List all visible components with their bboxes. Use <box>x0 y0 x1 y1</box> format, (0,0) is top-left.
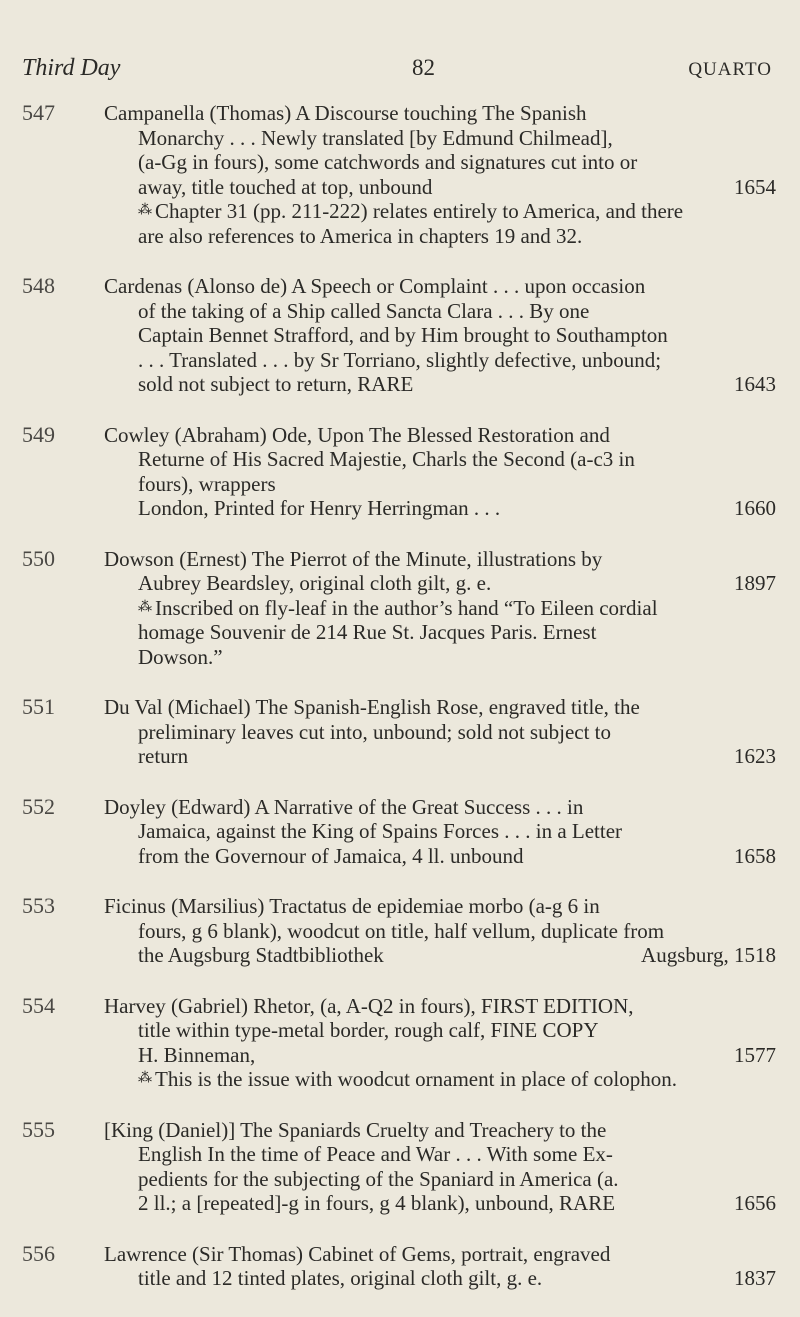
note-line <box>104 199 776 224</box>
description-text: fours, g 6 blank), woodcut on title, half vellum, duplicate from <box>138 918 665 943</box>
lot-entry <box>0 894 800 968</box>
description-line <box>104 1191 776 1216</box>
description-line <box>104 894 776 919</box>
lot-date: 1623 <box>734 744 776 768</box>
description-line <box>104 844 776 869</box>
description-text: 2 ll.; a [repeated]-g in fours, g 4 blank), unbound, RARE <box>138 1191 616 1215</box>
lot-number: 550 <box>22 545 55 571</box>
description-line <box>104 447 776 472</box>
description-text: Du Val (Michael) The Spanish-English Rose, engraved title, the <box>104 695 640 719</box>
description-text: . . . Translated . . . by Sr Torriano, slightly defective, unbound; <box>138 347 662 372</box>
note-text: Inscribed on fly-leaf in the author’s hand “To Eileen cordial <box>155 595 658 620</box>
lot-number: 556 <box>22 1240 55 1266</box>
lot-description <box>104 547 776 670</box>
lot-entry <box>0 994 800 1092</box>
note-line <box>104 620 776 645</box>
description-line <box>104 323 776 348</box>
lot-entry <box>0 274 800 397</box>
description-text: Dowson (Ernest) The Pierrot of the Minute, illustrations by <box>104 546 603 571</box>
description-text: Doyley (Edward) A Narrative of the Great Success . . . in <box>104 794 584 819</box>
description-text: sold not subject to return, RARE <box>138 372 414 396</box>
description-text: H. Binneman, <box>138 1042 256 1067</box>
page-number: 82 <box>412 55 435 80</box>
lot-description <box>104 695 776 769</box>
description-line <box>104 744 776 769</box>
note-text: Chapter 31 (pp. 211-222) relates entirely to America, and there <box>155 199 684 223</box>
description-line <box>104 496 776 521</box>
lot-description <box>104 1242 776 1291</box>
asterism-icon: ⁂ <box>138 599 151 615</box>
note-text: are also references to America in chapters 19 and 32. <box>138 223 583 248</box>
lot-list <box>0 101 800 1317</box>
description-text: Harvey (Gabriel) Rhetor, (a, A-Q2 in fours), FIRST EDITION, <box>104 993 634 1018</box>
description-line <box>104 1142 776 1167</box>
description-text: Jamaica, against the King of Spains Forces . . . in a Letter <box>138 819 623 843</box>
description-text: Returne of His Sacred Majestie, Charls the Second (a-c3 in <box>138 447 635 471</box>
description-text: Ficinus (Marsilius) Tractatus de epidemiae morbo (a-g 6 in <box>104 894 600 918</box>
lot-date: Augsburg, 1518 <box>641 943 776 967</box>
lot-entry <box>0 101 800 248</box>
lot-number: 552 <box>22 793 55 819</box>
lot-entry <box>0 795 800 869</box>
description-text: Cowley (Abraham) Ode, Upon The Blessed Restoration and <box>104 422 610 447</box>
description-line <box>104 1018 776 1043</box>
lot-entry <box>0 1118 800 1216</box>
note-line <box>104 1067 776 1092</box>
description-text: of the taking of a Ship called Sancta Clara . . . By one <box>138 298 590 323</box>
description-text: (a-Gg in fours), some catchwords and signatures cut into or <box>138 150 638 174</box>
description-line <box>104 472 776 497</box>
description-line <box>104 175 776 200</box>
lot-note <box>104 1067 776 1092</box>
description-text: Lawrence (Sir Thomas) Cabinet of Gems, portrait, engraved <box>104 1241 611 1266</box>
lot-date: 1660 <box>734 496 776 520</box>
note-line <box>104 224 776 249</box>
description-line <box>104 720 776 745</box>
description-line <box>104 994 776 1019</box>
description-line <box>104 1167 776 1192</box>
description-text: the Augsburg Stadtbibliothek <box>138 943 384 967</box>
lot-date: 1658 <box>734 843 776 868</box>
lot-entry <box>0 547 800 670</box>
description-text: Campanella (Thomas) A Discourse touching The Spanish <box>104 101 587 125</box>
description-line <box>104 372 776 397</box>
lot-description <box>104 795 776 869</box>
lot-note <box>104 596 776 670</box>
description-text: [King (Daniel)] The Spaniards Cruelty and Treachery to the <box>104 1117 607 1142</box>
description-text: title within type-metal border, rough calf, FINE COPY <box>138 1018 599 1042</box>
lot-note <box>104 199 776 248</box>
lot-number: 551 <box>22 694 55 719</box>
lot-number: 554 <box>22 992 55 1018</box>
description-text: Captain Bennet Strafford, and by Him brought to Southampton <box>138 323 668 347</box>
description-text: return <box>138 744 189 768</box>
lot-number: 547 <box>22 100 55 125</box>
asterism-icon: ⁂ <box>138 1071 151 1086</box>
note-text: homage Souvenir de 214 Rue St. Jacques Paris. Ernest <box>138 620 597 644</box>
description-line <box>104 274 776 299</box>
note-line <box>104 645 776 670</box>
lot-date: 1837 <box>734 1266 776 1290</box>
description-line <box>104 1118 776 1143</box>
lot-number: 549 <box>22 421 55 447</box>
lot-date: 1577 <box>734 1042 776 1067</box>
lot-number: 555 <box>22 1116 55 1142</box>
lot-entry <box>0 1242 800 1291</box>
lot-date: 1643 <box>734 372 776 396</box>
description-line <box>104 795 776 820</box>
lot-description <box>104 1118 776 1216</box>
lot-entry <box>0 423 800 521</box>
header-format: QUARTO <box>688 59 772 80</box>
lot-entry <box>0 695 800 769</box>
asterism-icon: ⁂ <box>138 203 151 218</box>
description-text: London, Printed for Henry Herringman . . . <box>138 496 501 520</box>
description-text: Aubrey Beardsley, original cloth gilt, g. e. <box>138 571 492 595</box>
description-line <box>104 1043 776 1068</box>
description-text: from the Governour of Jamaica, 4 ll. unbound <box>138 843 524 868</box>
description-line <box>104 943 776 968</box>
description-text: fours), wrappers <box>138 471 276 496</box>
note-line <box>104 596 776 621</box>
description-line <box>104 299 776 324</box>
description-line <box>104 423 776 448</box>
description-line <box>104 1242 776 1267</box>
description-line <box>104 101 776 126</box>
description-line <box>104 819 776 844</box>
description-text: Cardenas (Alonso de) A Speech or Complaint . . . upon occasion <box>104 274 646 298</box>
lot-description <box>104 101 776 248</box>
note-text: This is the issue with woodcut ornament in place of colophon. <box>155 1067 677 1091</box>
lot-description <box>104 994 776 1092</box>
description-line <box>104 547 776 572</box>
description-line <box>104 150 776 175</box>
lot-date: 1897 <box>734 571 776 595</box>
description-text: English In the time of Peace and War . . . With some Ex- <box>138 1142 613 1166</box>
lot-description <box>104 894 776 968</box>
description-text: pedients for the subjecting of the Spaniard in America (a. <box>138 1166 619 1191</box>
note-text: Dowson.” <box>138 644 223 669</box>
description-text: preliminary leaves cut into, unbound; sold not subject to <box>138 719 612 744</box>
description-line <box>104 126 776 151</box>
description-line <box>104 919 776 944</box>
description-text: title and 12 tinted plates, original cloth gilt, g. e. <box>138 1266 543 1290</box>
lot-number: 553 <box>22 893 55 918</box>
description-line <box>104 1266 776 1291</box>
lot-date: 1654 <box>734 174 776 199</box>
lot-description <box>104 423 776 521</box>
lot-description <box>104 274 776 397</box>
description-text: Monarchy . . . Newly translated [by Edmund Chilmead], <box>138 125 613 150</box>
running-header <box>22 56 772 86</box>
description-line <box>104 348 776 373</box>
lot-date: 1656 <box>734 1191 776 1215</box>
description-text: away, title touched at top, unbound <box>138 174 433 199</box>
description-line <box>104 695 776 720</box>
header-section: Third Day <box>22 55 121 81</box>
lot-number: 548 <box>22 273 55 298</box>
description-line <box>104 571 776 596</box>
